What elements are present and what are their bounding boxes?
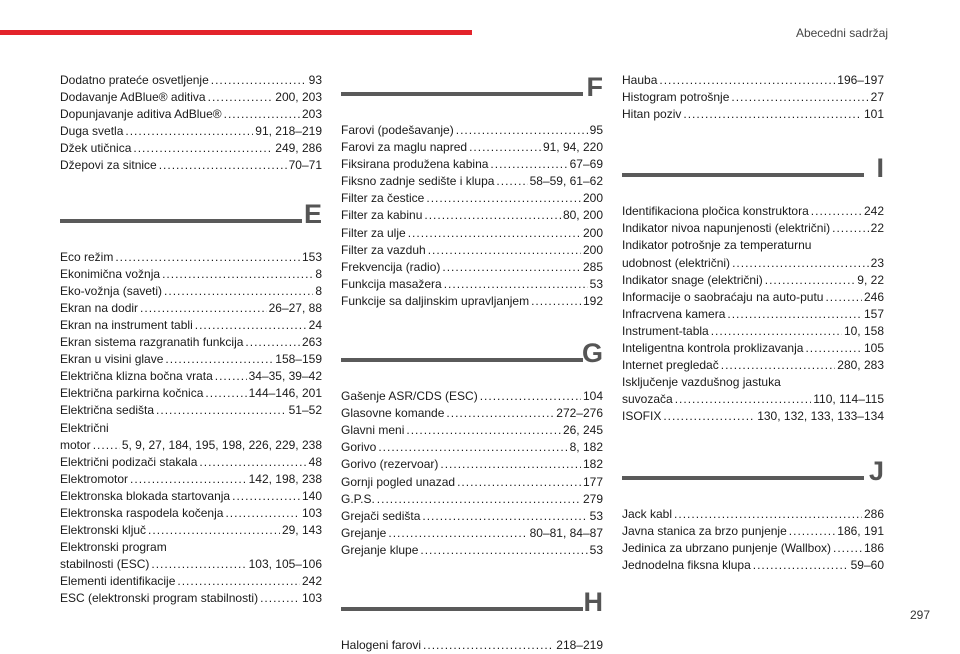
index-entry-page: 242 — [301, 574, 322, 589]
index-entry — [622, 506, 884, 523]
index-entry — [341, 525, 603, 542]
section-letter-e: E — [303, 198, 322, 229]
dot-leader — [162, 266, 313, 283]
dot-leader — [156, 402, 287, 419]
section-letter-h: H — [583, 586, 603, 617]
index-entry — [622, 289, 884, 306]
index-entry-label: Halogeni farovi — [341, 637, 422, 652]
dot-leader — [659, 72, 835, 89]
index-entry-label: Indikator nivoa napunjenosti (električni) — [622, 221, 831, 236]
index-entry-label: Gornji pogled unazad — [341, 474, 456, 489]
index-entry — [622, 557, 884, 574]
dot-leader — [224, 106, 300, 123]
index-entry — [60, 590, 322, 607]
index-entry — [60, 573, 322, 590]
index-entry-label: Duga svetla — [60, 124, 124, 139]
index-entry-page: 286 — [863, 506, 884, 521]
index-entry-label: Hauba — [622, 73, 658, 87]
index-list-g — [341, 388, 603, 559]
index-entry-label: Funkcije sa daljinskim upravljanjem — [341, 293, 530, 308]
dot-leader — [208, 89, 274, 106]
index-entry — [341, 225, 603, 242]
index-entry-page: 249, 286 — [275, 141, 322, 156]
index-entry — [341, 139, 603, 156]
dot-leader — [211, 72, 307, 89]
index-entry — [341, 190, 603, 207]
index-entry — [622, 323, 884, 340]
index-entry-label: Gorivo — [341, 440, 377, 455]
index-entry-label: Jack kabl — [622, 506, 673, 521]
dot-leader — [490, 156, 567, 173]
index-entry — [60, 334, 322, 351]
index-entry-label: Električna parkirna kočnica — [60, 386, 204, 401]
index-entry — [60, 300, 322, 317]
dot-leader — [408, 225, 581, 242]
dot-leader — [225, 505, 300, 522]
index-entry-page: 242 — [863, 204, 884, 219]
dot-leader — [388, 525, 527, 542]
dot-leader — [469, 139, 541, 156]
dot-leader — [683, 106, 862, 123]
index-entry-page: 58–59, 61–62 — [529, 174, 603, 189]
index-entry-label: Dopunjavanje aditiva AdBlue® — [60, 107, 222, 122]
dot-leader — [165, 351, 273, 368]
index-entry-page: 280, 283 — [837, 358, 884, 373]
index-entry — [60, 454, 322, 471]
index-entry — [60, 385, 322, 402]
index-entry — [341, 474, 603, 491]
index-list-j — [622, 506, 884, 574]
index-entry-label: Filter za kabinu — [341, 208, 423, 223]
index-entry — [60, 157, 322, 174]
index-entry-page: 246 — [863, 289, 884, 304]
index-entry-label: Elementi identifikacije — [60, 574, 176, 589]
index-entry-page: 186 — [863, 540, 884, 555]
index-entry-label: ISOFIX — [622, 409, 662, 424]
dot-leader — [422, 508, 587, 525]
index-entry-page: 192 — [582, 293, 603, 308]
index-entry-label: Internet pregledač — [622, 358, 719, 373]
index-entry-page: 203 — [301, 107, 322, 122]
dot-leader — [480, 388, 581, 405]
index-entry — [622, 306, 884, 323]
index-entry — [622, 408, 884, 425]
index-entry-page: 91, 94, 220 — [542, 140, 603, 155]
dot-leader — [195, 317, 307, 334]
index-entry — [60, 505, 322, 522]
dot-leader — [732, 255, 869, 272]
index-list-f — [341, 122, 603, 310]
index-entry — [341, 542, 603, 559]
index-entry-line1: Električni — [60, 420, 109, 435]
index-entry-page: 200 — [582, 242, 603, 257]
index-entry — [622, 272, 884, 289]
index-entry — [622, 391, 884, 408]
dot-leader — [428, 242, 581, 259]
index-entry-label: Eco režim — [60, 249, 114, 264]
index-entry-label: G.P.S. — [341, 491, 375, 506]
header-accent-bar — [0, 30, 472, 35]
dot-leader — [424, 207, 561, 224]
index-entry-label: Fiksno zadnje sedište i klupa — [341, 174, 495, 189]
dot-leader — [420, 542, 587, 559]
index-entry-page: 95 — [589, 123, 603, 137]
index-entry — [622, 203, 884, 220]
index-list-d — [60, 72, 322, 175]
index-entry-page: 22 — [870, 221, 884, 236]
dot-leader — [115, 249, 300, 266]
index-entry-page: 53 — [589, 542, 603, 557]
index-entry-label: Ekran u visini glave — [60, 352, 164, 367]
index-entry — [622, 357, 884, 374]
index-entry-page: 279 — [582, 491, 603, 506]
dot-leader — [442, 259, 581, 276]
index-entry-line1: Elektronski program — [60, 540, 167, 555]
index-entry-label: Ekran sistema razgranatih funkcija — [60, 335, 244, 350]
index-entry-page: 67–69 — [569, 157, 603, 172]
index-entry-page: 110, 114–115 — [813, 392, 884, 407]
section-header-e — [60, 187, 322, 249]
index-entry — [60, 488, 322, 505]
dot-leader — [232, 488, 300, 505]
index-entry — [341, 173, 603, 190]
dot-leader — [177, 573, 300, 590]
index-entry-label: Farovi za maglu napred — [341, 140, 468, 155]
index-entry-label: motor — [60, 437, 91, 452]
index-entry-label: Grejanje klupe — [341, 542, 419, 557]
index-entry — [60, 471, 322, 488]
index-entry-page: 103, 105–106 — [248, 557, 322, 572]
index-entry-label: Instrument-tabla — [622, 323, 709, 338]
index-entry-label: Jedinica za ubrzano punjenje (Wallbox) — [622, 540, 832, 555]
index-entry — [60, 317, 322, 334]
index-entry-page: 103 — [301, 505, 322, 520]
index-entry-page: 218–219 — [556, 637, 603, 652]
section-header-i — [622, 141, 884, 203]
index-entry-line1: Indikator potrošnje za temperaturnu — [622, 238, 812, 253]
section-letter-i: I — [876, 153, 884, 184]
index-entry-page: 23 — [870, 255, 884, 270]
index-entry-page: 200 — [582, 225, 603, 240]
index-entry-page: 263 — [301, 335, 322, 350]
index-entry-label: Informacije o saobraćaju na auto-putu — [622, 289, 824, 304]
index-entry-label: suvozača — [622, 392, 673, 407]
dot-leader — [753, 557, 849, 574]
dot-leader — [205, 385, 246, 402]
index-entry-label: Elektronski ključ — [60, 523, 147, 538]
index-entry — [622, 220, 884, 237]
dot-leader — [426, 190, 581, 207]
index-entry-page: 103 — [301, 591, 322, 606]
index-entry — [60, 368, 322, 385]
index-entry-label: Farovi (podešavanje) — [341, 123, 454, 137]
dot-leader — [133, 140, 273, 157]
dot-leader — [406, 422, 561, 439]
index-entry-label: Džek utičnica — [60, 141, 132, 156]
index-entry-page: 8 — [315, 283, 322, 298]
index-entry-label: Glavni meni — [341, 423, 405, 438]
index-entry-label: Filter za čestice — [341, 191, 425, 206]
index-entry-label: Gorivo (rezervoar) — [341, 457, 439, 472]
index-entry-label: udobnost (električni) — [622, 255, 731, 270]
index-entry-page: 105 — [863, 341, 884, 356]
dot-leader — [721, 357, 836, 374]
index-list-i — [622, 203, 884, 425]
index-entry-page: 10, 158 — [843, 323, 884, 338]
dot-leader — [199, 454, 306, 471]
dot-leader — [164, 283, 313, 300]
index-entry — [60, 266, 322, 283]
index-entry-label: Indikator snage (električni) — [622, 272, 763, 287]
index-entry-page: 104 — [582, 389, 603, 404]
index-entry-page: 93 — [308, 73, 322, 87]
index-entry — [60, 556, 322, 573]
section-divider — [60, 219, 302, 223]
index-entry — [60, 402, 322, 419]
dot-leader — [130, 471, 247, 488]
dot-leader — [675, 391, 812, 408]
index-entry-label: Ekonimična vožnja — [60, 266, 161, 281]
index-entry-page: 157 — [863, 306, 884, 321]
index-entry-line1: Isključenje vazdušnog jastuka — [622, 375, 781, 390]
index-entry-label: Fiksirana produžena kabina — [341, 157, 489, 172]
section-header-h — [341, 575, 603, 637]
dot-leader — [446, 405, 554, 422]
index-entry — [622, 89, 884, 106]
index-entry — [341, 293, 603, 310]
index-entry — [60, 106, 322, 123]
dot-leader — [805, 340, 862, 357]
dot-leader — [496, 173, 527, 190]
index-entry-label: Dodatno prateće osvetljenje — [60, 73, 209, 87]
index-entry-label: Ekran na instrument tabli — [60, 317, 193, 332]
index-entry — [341, 508, 603, 525]
section-divider — [341, 607, 583, 611]
index-entry-page: 26–27, 88 — [268, 300, 322, 315]
index-entry — [60, 283, 322, 300]
index-entry-label: Funkcija masažera — [341, 276, 442, 291]
index-entry-page: 80, 200 — [562, 208, 603, 223]
page-header-title: Abecedni sadržaj — [795, 26, 888, 40]
index-column-3 — [622, 72, 884, 574]
index-list-h-cont — [622, 72, 884, 123]
index-entry-page: 200 — [582, 191, 603, 206]
index-entry-label: Dodavanje AdBlue® aditiva — [60, 90, 206, 105]
index-entry-label: Javna stanica za brzo punjenje — [622, 523, 787, 538]
index-entry-page: 48 — [308, 454, 322, 469]
dot-leader — [377, 491, 581, 508]
index-entry-label: Grejanje — [341, 525, 387, 540]
index-entry-page: 285 — [582, 259, 603, 274]
index-entry — [622, 540, 884, 557]
index-entry — [341, 242, 603, 259]
index-entry-label: Ekran na dodir — [60, 300, 139, 315]
index-entry-page: 144–146, 201 — [248, 386, 322, 401]
dot-leader — [93, 437, 120, 454]
dot-leader — [825, 289, 862, 306]
index-entry-label: Elektronska raspodela kočenja — [60, 505, 224, 520]
index-entry — [341, 439, 603, 456]
index-entry-label: Električni podizači stakala — [60, 454, 198, 469]
index-entry-label: Hitan poziv — [622, 107, 682, 122]
index-entry-label: ESC (elektronski program stabilnosti) — [60, 591, 259, 606]
section-header-f — [341, 60, 603, 122]
index-entry — [60, 72, 322, 89]
index-entry — [341, 156, 603, 173]
index-entry-page: 5, 9, 27, 184, 195, 198, 226, 229, 238 — [121, 437, 322, 452]
index-entry-page: 29, 143 — [281, 523, 322, 538]
dot-leader — [260, 590, 300, 607]
index-entry — [341, 276, 603, 293]
index-entry-page: 34–35, 39–42 — [248, 369, 322, 384]
dot-leader — [765, 272, 856, 289]
index-entry-page: 158–159 — [275, 352, 322, 367]
index-entry — [60, 140, 322, 157]
index-entry-label: Filter za vazduh — [341, 242, 426, 257]
section-header-g — [341, 326, 603, 388]
index-entry — [622, 255, 884, 272]
index-entry-page: 130, 132, 133, 133–134 — [757, 409, 884, 424]
section-letter-g: G — [581, 338, 603, 369]
dot-leader — [440, 456, 581, 473]
index-entry-label: Frekvencija (radio) — [341, 259, 441, 274]
index-entry-page: 140 — [301, 488, 322, 503]
index-entry-page: 196–197 — [837, 73, 884, 87]
section-divider — [341, 92, 583, 96]
dot-leader — [711, 323, 842, 340]
index-column-2 — [341, 72, 603, 654]
index-entry — [341, 491, 603, 508]
dot-leader — [811, 203, 862, 220]
index-entry-label: Glasovne komande — [341, 406, 445, 421]
index-column-1 — [60, 72, 322, 608]
index-entry-page: 80–81, 84–87 — [529, 525, 603, 540]
index-entry — [60, 351, 322, 368]
dot-leader — [663, 408, 755, 425]
index-entry — [341, 405, 603, 422]
index-entry-page: 51–52 — [288, 403, 322, 418]
index-entry-page: 24 — [308, 317, 322, 332]
dot-leader — [159, 157, 287, 174]
dot-leader — [674, 506, 862, 523]
index-entry-page: 53 — [589, 276, 603, 291]
index-entry — [60, 89, 322, 106]
index-entry-label: Gašenje ASR/CDS (ESC) — [341, 389, 478, 404]
index-entry-label: Identifikaciona pločica konstruktora — [622, 204, 809, 219]
index-entry — [341, 388, 603, 405]
index-entry-page: 70–71 — [288, 158, 322, 173]
index-entry — [341, 207, 603, 224]
index-entry-label: Jednodelna fiksna klupa — [622, 557, 751, 572]
index-entry-label: Električna klizna bočna vrata — [60, 369, 213, 384]
index-entry-page: 9, 22 — [857, 272, 884, 287]
dot-leader — [457, 474, 581, 491]
dot-leader — [215, 368, 247, 385]
index-entry — [622, 340, 884, 357]
dot-leader — [125, 123, 253, 140]
index-entry-page: 8, 182 — [569, 440, 603, 455]
dot-leader — [731, 89, 868, 106]
index-entry-page: 27 — [870, 90, 884, 105]
index-entry-page: 182 — [582, 457, 603, 472]
index-entry-page: 272–276 — [556, 406, 603, 421]
index-entry-label: Elektromotor — [60, 471, 129, 486]
index-entry-label: stabilnosti (ESC) — [60, 557, 150, 572]
index-entry — [341, 122, 603, 139]
index-entry-label: Infracrvena kamera — [622, 306, 726, 321]
index-entry — [341, 422, 603, 439]
index-entry — [60, 249, 322, 266]
dot-leader — [727, 306, 862, 323]
index-entry-label: Filter za ulje — [341, 225, 406, 240]
index-entry-page: 8 — [315, 266, 322, 281]
index-list-e — [60, 249, 322, 608]
dot-leader — [151, 556, 246, 573]
index-entry-page: 186, 191 — [837, 523, 884, 538]
dot-leader — [245, 334, 300, 351]
index-entry — [622, 106, 884, 123]
index-entry-label: Džepovi za sitnice — [60, 158, 157, 173]
index-entry-label: Histogram potrošnje — [622, 90, 730, 105]
index-entry — [622, 72, 884, 89]
index-entry-label: Eko-vožnja (saveti) — [60, 283, 163, 298]
section-divider — [622, 476, 864, 480]
section-divider — [622, 173, 864, 177]
dot-leader — [789, 523, 836, 540]
index-entry-page: 153 — [301, 249, 322, 264]
section-header-j — [622, 444, 884, 506]
index-entry-label: Grejači sedišta — [341, 508, 421, 523]
index-entry — [60, 123, 322, 140]
dot-leader — [833, 540, 862, 557]
dot-leader — [148, 522, 280, 539]
section-divider — [341, 358, 583, 362]
index-entry-page: 200, 203 — [275, 90, 322, 105]
index-entry — [341, 259, 603, 276]
index-entry-page: 91, 218–219 — [255, 124, 322, 139]
index-entry — [622, 523, 884, 540]
index-entry-label: Električna sedišta — [60, 403, 155, 418]
index-entry-page: 59–60 — [850, 557, 884, 572]
dot-leader — [378, 439, 567, 456]
index-entry — [60, 437, 322, 454]
index-entry — [60, 522, 322, 539]
index-entry-page: 142, 198, 238 — [248, 471, 322, 486]
index-entry-page: 101 — [863, 107, 884, 122]
dot-leader — [531, 293, 581, 310]
index-entry-page: 177 — [582, 474, 603, 489]
section-letter-j: J — [868, 455, 884, 486]
dot-leader — [456, 122, 588, 139]
dot-leader — [832, 220, 869, 237]
index-entry — [341, 456, 603, 473]
index-entry-label: Elektronska blokada startovanja — [60, 488, 231, 503]
index-entry-page: 53 — [589, 508, 603, 523]
page-number: 297 — [909, 608, 930, 622]
dot-leader — [444, 276, 588, 293]
index-entry-label: Inteligentna kontrola proklizavanja — [622, 341, 804, 356]
index-entry-page: 26, 245 — [562, 423, 603, 438]
section-letter-f: F — [586, 72, 603, 102]
dot-leader — [140, 300, 267, 317]
